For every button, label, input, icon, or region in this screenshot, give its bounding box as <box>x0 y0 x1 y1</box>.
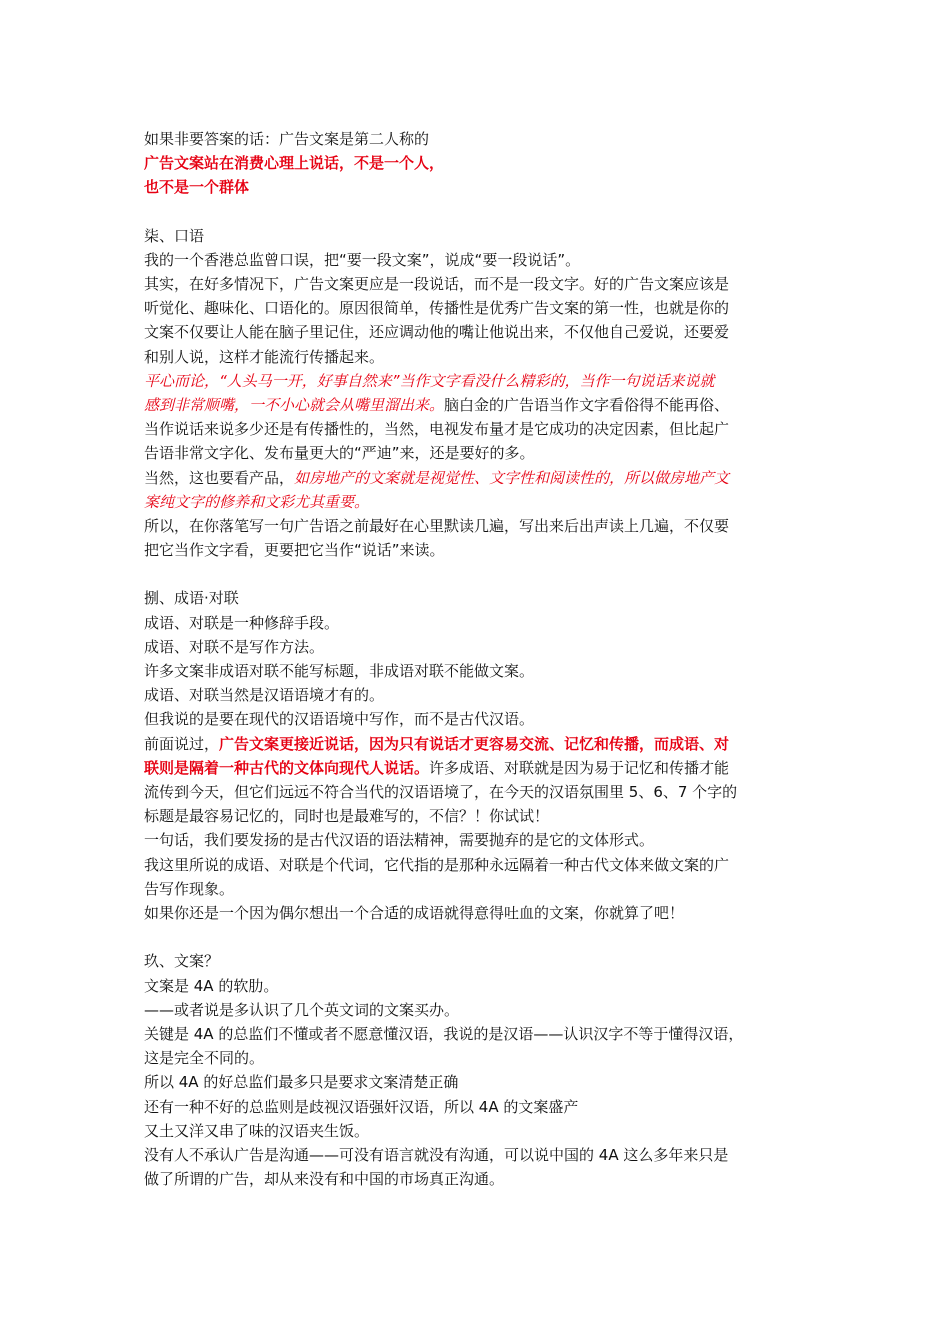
text-span: 许多成语、对联就是因为易于记忆和传播才能 <box>429 758 730 777</box>
paragraph-line: 做了所谓的广告，却从来没有和中国的市场真正沟通。 <box>144 1170 505 1189</box>
intro-line: 如果非要答案的话：广告文案是第二人称的 <box>144 130 430 148</box>
intro-highlight-line: 广告文案站在消费心理上说话，不是一个人， <box>144 154 445 173</box>
paragraph-gap <box>144 925 814 949</box>
paragraph-line: 我的一个香港总监曾口误，把“要一段文案”，说成“要一段说话”。 <box>144 250 581 269</box>
document-page <box>144 127 814 1191</box>
text-span: 当然，这也要看产品， <box>144 468 295 487</box>
paragraph-line <box>144 732 814 756</box>
paragraph-gap <box>144 562 814 586</box>
highlight-line: 平心而论，“人头马一开，好事自然来”当作文字看没什么精彩的，当作一句说话来说就 <box>144 371 715 390</box>
paragraph-line: 但我说的是要在现代的汉语语境中写作，而不是古代汉语。 <box>144 710 535 729</box>
text-span: 脑白金的广告语当作文字看俗得不能再俗、 <box>444 396 730 415</box>
paragraph-line: 一句话，我们要发扬的是古代汉语的语法精神，需要抛弃的是它的文体形式。 <box>144 831 655 850</box>
paragraph-line: 这是完全不同的。 <box>144 1049 265 1068</box>
paragraph-line: 告写作现象。 <box>144 879 235 898</box>
highlight-span: 联则是隔着一种古代的文体向现代人说话。 <box>144 758 430 777</box>
paragraph-gap <box>144 200 814 224</box>
paragraph-line: 关键是 4A 的总监们不懂或者不愿意懂汉语，我说的是汉语——认识汉字不等于懂得汉语， <box>144 1024 744 1043</box>
section-heading: 玖、文案？ <box>144 952 220 971</box>
paragraph-line <box>144 466 814 490</box>
paragraph-line: 文案不仅要让人能在脑子里记住，还应调动他的嘴让他说出来，不仅他自己爱说，还要爱 <box>144 323 730 342</box>
paragraph-line: 当作说话来说多少还是有传播性的，当然，电视发布量才是它成功的决定因素，但比起广 <box>144 420 730 439</box>
paragraph-line: 成语、对联当然是汉语语境才有的。 <box>144 686 385 705</box>
paragraph-line: 听觉化、趣味化、口语化的。原因很简单，传播性是优秀广告文案的第一性，也就是你的 <box>144 299 730 318</box>
paragraph-line: 其实，在好多情况下，广告文案更应是一段说话，而不是一段文字。好的广告文案应该是 <box>144 275 730 294</box>
highlight-span: 广告文案更接近说话，因为只有说话才更容易交流、记忆和传播，而成语、对 <box>219 734 730 753</box>
paragraph-line: 所以，在你落笔写一句广告语之前最好在心里默读几遍，写出来后出声读上几遍，不仅要 <box>144 517 730 536</box>
paragraph-line: 成语、对联不是写作方法。 <box>144 637 325 656</box>
paragraph-line: 和别人说，这样才能流行传播起来。 <box>144 347 385 366</box>
paragraph-line: 标题是最容易记忆的，同时也是最难写的，不信？！你试试！ <box>144 807 550 826</box>
paragraph-line: 没有人不承认广告是沟通——可没有语言就没有沟通，可以说中国的 4A 这么多年来只是 <box>144 1145 729 1164</box>
highlight-span: 如房地产的文案就是视觉性、文字性和阅读性的，所以做房地产文 <box>294 468 730 487</box>
section-heading: 捌、成语·对联 <box>144 589 239 608</box>
paragraph-line: 流传到今天，但它们远远不符合当代的汉语语境了，在今天的汉语氛围里 5、6、7 个字的 <box>144 783 738 802</box>
highlight-line: 案纯文字的修养和文彩尤其重要。 <box>144 492 370 511</box>
paragraph-line: 我这里所说的成语、对联是个代词，它代指的是那种永远隔着一种古代文体来做文案的广 <box>144 855 730 874</box>
highlight-span: 感到非常顺嘴，一不小心就会从嘴里溜出来。 <box>144 396 445 415</box>
paragraph-line: 把它当作文字看，更要把它当作“说话”来读。 <box>144 541 445 560</box>
paragraph-line: 文案是 4A 的软肋。 <box>144 976 279 995</box>
paragraph-line: 所以 4A 的好总监们最多只是要求文案清楚正确 <box>144 1073 459 1092</box>
paragraph-line <box>144 756 814 780</box>
paragraph-line: 又土又洋又串了味的汉语夹生饭。 <box>144 1121 370 1140</box>
section-heading: 柒、口语 <box>144 226 205 245</box>
text-span: 前面说过， <box>144 734 220 753</box>
paragraph-line: 成语、对联是一种修辞手段。 <box>144 613 340 632</box>
paragraph-line: 还有一种不好的总监则是歧视汉语强奸汉语，所以 4A 的文案盛产 <box>144 1097 579 1116</box>
paragraph-line: 告语非常文字化、发布量更大的“严迪”来，还是要好的多。 <box>144 444 535 463</box>
paragraph-line: ——或者说是多认识了几个英文词的文案买办。 <box>144 1000 460 1019</box>
paragraph-line: 许多文案非成语对联不能写标题，非成语对联不能做文案。 <box>144 662 535 681</box>
paragraph-line <box>144 393 814 417</box>
paragraph-line: 如果你还是一个因为偶尔想出一个合适的成语就得意得吐血的文案，你就算了吧！ <box>144 904 685 923</box>
intro-highlight-line: 也不是一个群体 <box>144 178 250 197</box>
